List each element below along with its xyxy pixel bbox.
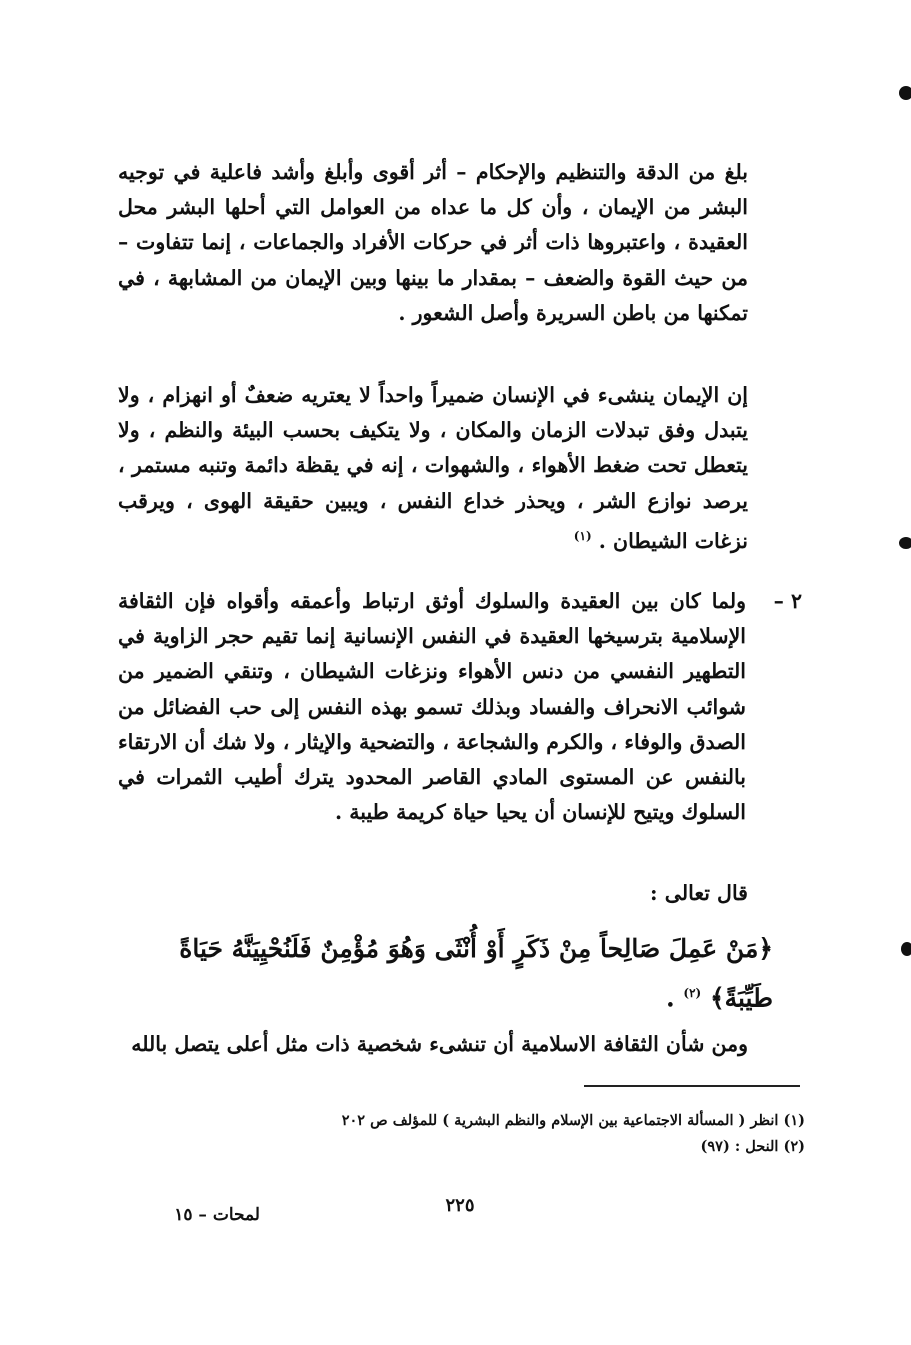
scan-edge-mark <box>899 86 911 100</box>
footnote-2: (٢) النحل : (٩٧) <box>700 1138 805 1155</box>
footnote-1: (١) انظر ( المسألة الاجتماعية بين الإسلام والنظم البشرية ) للمؤلف ص ٢٠٢ <box>341 1112 805 1129</box>
paragraph-2 <box>118 378 748 559</box>
paragraph-3-text: ولما كان بين العقيدة والسلوك أوثق ارتباط وأعمقه وأقواه فإن الثقافة الإسلامية بترسيخها العقيدة في النفس الإنسانية إنما تقيم حجر الزاوية في التطهير النفسي من دنس الأهواء ونزغات الشيطان ، وتنقي الضمير من شوائب الانحراف والفساد وبذلك تسمو بهذه النفس إلى حب الفضائل من الصدق والوفاء ، والكرم والشجاعة ، والتضحية والإيثار ، ولا شك أن الارتقاء بالنفس عن المستوى المادي القاصر المحدود يترك أطيب الثمرات في السلوك ويتيح للإنسان أن يحيا حياة كريمة طيبة . <box>118 589 746 825</box>
footnote-ref-2: (٢) <box>683 986 702 1000</box>
signature-mark: لمحات – ١٥ <box>174 1205 260 1225</box>
paragraph-2-text: إن الإيمان ينشىء في الإنسان ضميراً واحداً لا يعتريه ضعفٌ أو انهزام ، ولا يتبدل وفق تبدلات الزمان والمكان ، ولا يتكيف بحسب البيئة والنظم ، ولا يتعطل تحت ضغط الأهواء ، والشهوات ، إنه في يقظة دائمة وتنبه مستمر ، يرصد نوازع الشر ، ويحذر خداع النفس ، ويبين حقيقة الهوى ، ويرقب نزغات الشيطان . <box>118 383 748 553</box>
paragraph-5-text: ومن شأن الثقافة الاسلامية أن تنشىء شخصية ذات مثل أعلى يتصل بالله <box>131 1032 748 1056</box>
paragraph-5 <box>118 1027 748 1062</box>
page-number: ٢٢٥ <box>445 1195 475 1216</box>
footnote-divider <box>584 1085 800 1087</box>
footnote-ref-1: (١) <box>573 528 592 543</box>
quran-verse <box>118 926 773 1020</box>
verse-text: ﴿مَنْ عَمِلَ صَالِحاً مِنْ ذَكَرٍ أَوْ أُنْثَى وَهُوَ مُؤْمِنٌ فَلَنُحْيِيَنَّهُ حَيَاةً طَيِّبَةً﴾ <box>179 934 773 1013</box>
quran-intro <box>118 876 748 911</box>
footnotes <box>250 1108 805 1160</box>
paragraph-1 <box>118 155 748 331</box>
scan-edge-mark <box>899 537 911 549</box>
paragraph-3 <box>118 584 746 830</box>
quran-intro-text: قال تعالى : <box>650 881 748 905</box>
scan-edge-mark <box>901 942 911 956</box>
verse-end: . <box>665 983 675 1013</box>
item-number: ٢ – <box>773 589 802 613</box>
paragraph-1-text: بلغ من الدقة والتنظيم والإحكام – أثر أقوى وأبلغ وأشد فاعلية في توجيه البشر من الإيمان ، وأن كل ما عداه من العوامل التي أحلها البشر محل العقيدة ، واعتبروها ذات أثر في حركات الأفراد والجماعات ، إنما تتفاوت – من حيث القوة والضعف – بمقدار ما بينها وبين الإيمان من المشابهة ، في تمكنها من باطن السريرة وأصل الشعور . <box>118 160 748 325</box>
